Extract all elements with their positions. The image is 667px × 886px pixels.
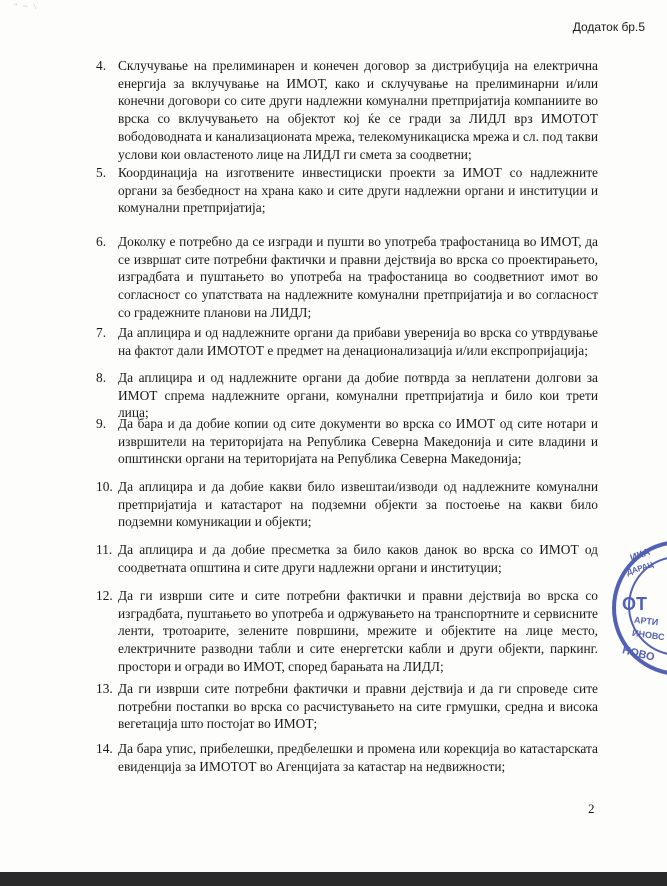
item-number: 6. (96, 234, 107, 249)
item-number: 7. (96, 325, 107, 340)
list-item-5 (96, 164, 598, 217)
list-item-7 (96, 324, 598, 359)
annex-label: Додаток бр.5 (572, 20, 645, 34)
item-number: 8. (96, 370, 107, 385)
list-item-11 (96, 541, 598, 576)
item-text: Да ги изврши сите потребни фактички и правни дејствија и да ги спроведе сите потребни постапки во врска со расчистувањето на сите грмушки, средна и висока вегетација што постојат во ИМОТ; (118, 681, 598, 732)
item-text: Да аплицира и од надлежните органи да добие потврда за неплатени долгови за ИМОТ спрема надлежните органи, комунални претпријатија и било кои трети лица; (118, 370, 598, 421)
item-number: 14. (96, 741, 113, 756)
list-item-10 (96, 478, 598, 531)
stamp-text: АРТИ (633, 614, 659, 628)
item-text: Да бара и да добие копии од сите документи во врска со ИМОТ од сите нотари и извршители на територијата на Република Северна Македонија и сите владини и општински органи на територијата на Република Северна Македонија; (118, 416, 598, 467)
stamp-text: ДАРАЦ (625, 559, 655, 578)
official-stamp (612, 540, 667, 676)
page-number: 2 (588, 801, 595, 816)
item-text: Да аплицира и од надлежните органи да прибави уверенија во врска со утврдување на фактот дали ИМОТОТ е предмет на денационализација и/или експропријација; (118, 325, 598, 358)
item-number: 11. (96, 542, 113, 557)
stamp-text: НОВО (621, 644, 656, 664)
list-item-6 (96, 233, 598, 322)
corner-mark: " ~ \ (14, 2, 38, 11)
item-number: 13. (96, 681, 113, 696)
item-text: Да ги изврши сите и сите потребни фактички и правни дејствија во врска со изградбата, пуштањето во употреба и одржувањето на транспортните и сервисните ленти, тротоарите, зелените површини, мрежите и објектите на лице место, електричните разводни табли и сите енергетски кабли и други објекти, паркинг. простори и огради во ИМОТ, според барањата на ЛИДЛ; (118, 588, 598, 674)
item-text: Координација на изготвените инвестициски проекти за ИМОТ со надлежните органи за безбедност на храна како и сите други надлежни органи и институции и комунални претпријатија; (118, 165, 598, 216)
item-text: Да аплицира и да добие пресметка за било каков данок во врска со ИМОТ од соодветната општина и сите други надлежни органи и институции; (118, 542, 598, 575)
list-item-14 (96, 740, 598, 775)
item-text: Да бара упис, прибелешки, предбелешки и промена или корекција во катастарската евиденција за ИМОТОТ во Агенцијата за катастар на недвижности; (118, 741, 598, 774)
stamp-text: ИКА (628, 546, 652, 565)
item-text: Доколку е потребно да се изгради и пушти во употреба трафостаница во ИМОТ, да се извршат сите потребни фактички и правни дејствија во врска со проектирањето, изградбата и пуштањето во употреба на трафостаница во соодветниот имот во согласност со упатствата на надлежните комунални претпријатија и во согласност со градежните планови на ЛИДЛ; (118, 234, 598, 320)
stamp-text: ИНОВС (631, 627, 666, 643)
item-text: Да аплицира и да добие какви било извештаи/изводи од надлежните комунални претпријатија и катастарот на подземни објекти за постоење на какви било подземни комуникации и објекти; (118, 479, 598, 530)
item-text: Склучување на прелиминарен и конечен договор за дистрибуција на електрична енергија за вклучување на ИМОТ, како и склучување на прелиминарни и/или конечни договори со сите други надлежни комунални претпријатија компаниите во врска со вклучувањето на објектот кој ќе се гради за ЛИДЛ врз ИМОТОТ вободоводната и канализационата мрежа, телекомуникациска мрежа и сл. под такви услови кои овластеното лице на ЛИДЛ ги смета за соодветни; (118, 58, 598, 162)
item-number: 5. (96, 165, 107, 180)
scan-bottom-band (0, 872, 667, 886)
stamp-text: ОТ (622, 594, 647, 614)
list-item-9 (96, 415, 598, 468)
list-item-13 (96, 680, 598, 733)
item-number: 9. (96, 416, 107, 431)
item-number: 12. (96, 588, 113, 603)
item-number: 10. (96, 479, 113, 494)
list-item-4 (96, 57, 598, 163)
list-item-12 (96, 587, 598, 676)
item-number: 4. (96, 58, 107, 73)
